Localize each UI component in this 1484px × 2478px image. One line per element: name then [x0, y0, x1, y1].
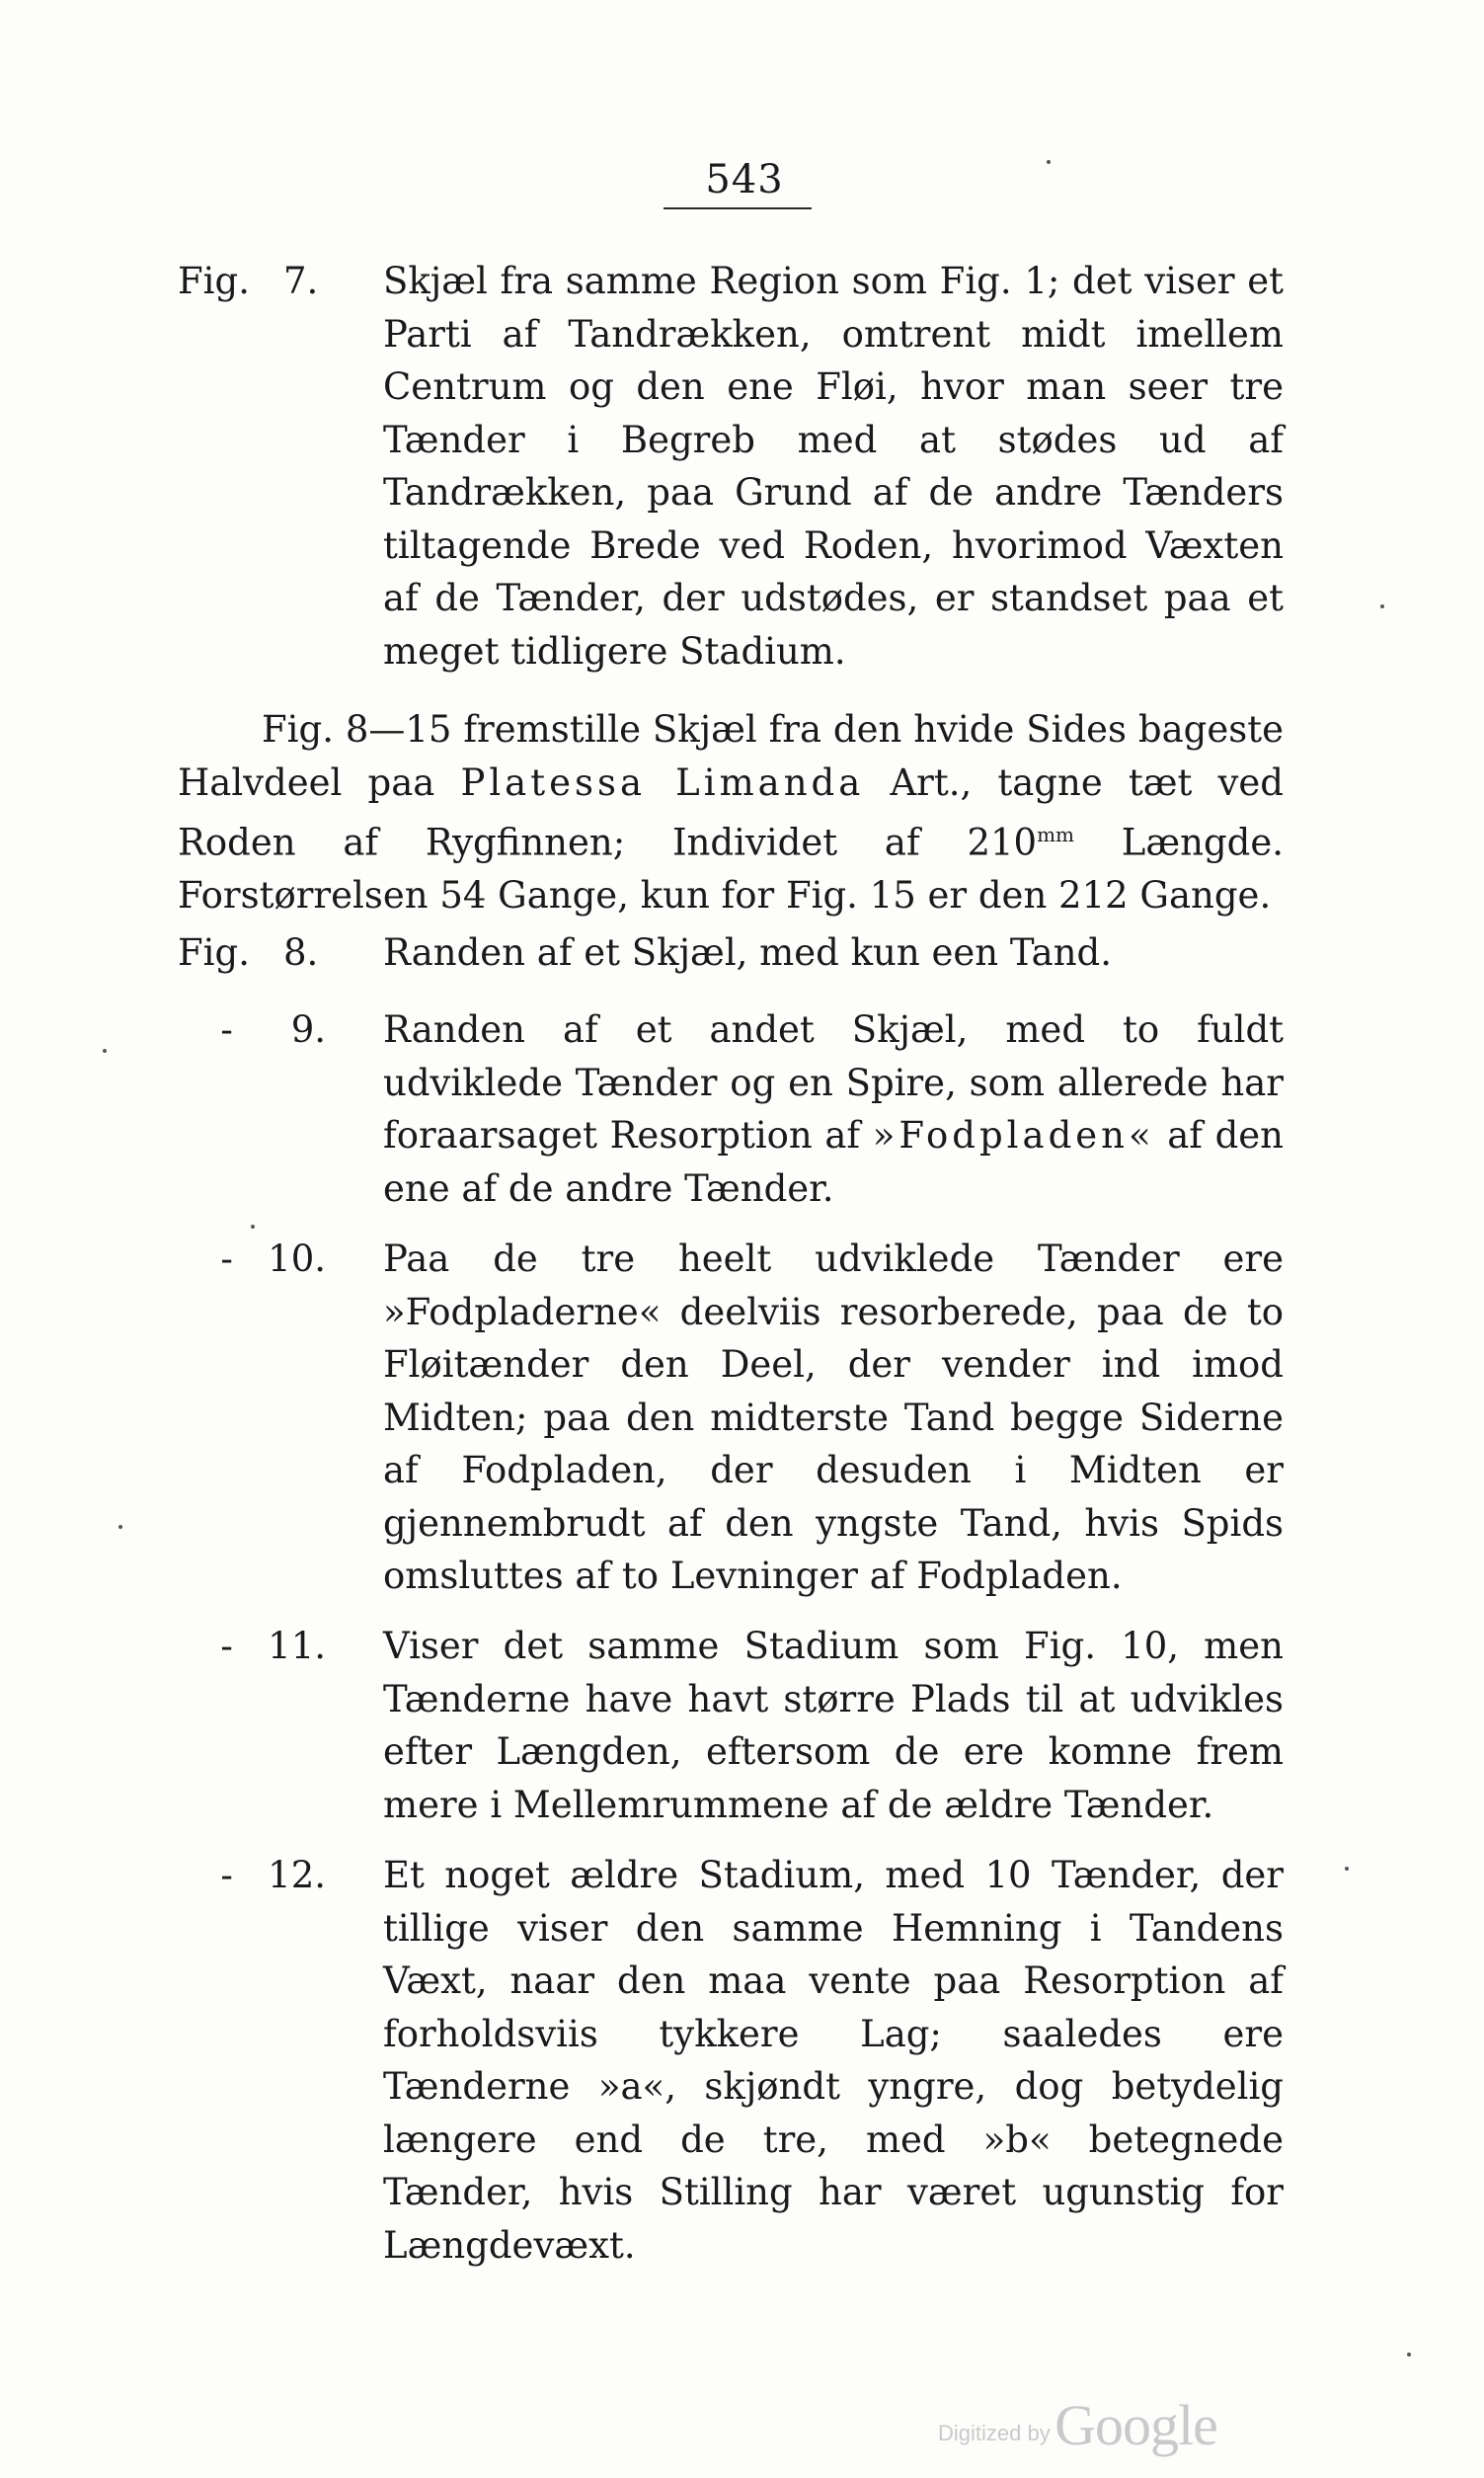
digitized-by-watermark — [938, 2392, 1217, 2458]
ditto-dash: - — [220, 1854, 233, 1896]
figure-description: Paa de tre heelt udviklede Tænder ere »Fodpladerne« deelviis resorberede, paa de to Fløitænder den Deel, der vender ind imod Midten; paa den midterste Tand begge Siderne af Fodpladen, der desuden i Midten er gjennembrudt af den yngste Tand, hvis Spids omsluttes af to Levninger af Fodpladen. — [383, 1238, 1284, 1597]
intro-text-middle: Art., tagne tæt ved Roden af Rygfinnen; Individet af 210 — [178, 760, 1284, 864]
series-intro-paragraph — [178, 703, 1284, 921]
figure-description — [383, 1003, 1284, 1215]
page-number: 543 — [705, 157, 784, 202]
figure-label — [178, 1003, 326, 1057]
figure-label — [178, 1849, 326, 1902]
figure-label — [178, 1233, 326, 1286]
figure-entry-12 — [178, 1849, 1284, 2272]
intro-text-after: Længde. Forstørrelsen 54 Gange, kun for Fig. 15 er den 212 Gange. — [178, 821, 1284, 917]
figure-prefix: Fig. — [178, 260, 250, 302]
figure-entry-9 — [178, 1003, 1284, 1215]
figure-number: 10. — [268, 1238, 326, 1280]
page-number-rule — [664, 207, 812, 209]
figure-number: 8. — [282, 931, 319, 974]
figure-description: Et noget ældre Stadium, med 10 Tænder, der tillige viser den samme Hemning i Tandens Væxt, naar den maa vente paa Resorption af forholdsviis tykkere Lag; saaledes ere Tænderne »a«, skjøndt yngre, dog betydelig længere end de tre, med »b« betegnede Tænder, hvis Stilling har været ugunstig for Længdevæxt. — [383, 1854, 1284, 2267]
scan-speck — [103, 1049, 107, 1053]
figure-entry-11 — [178, 1620, 1284, 1831]
figure-label — [178, 926, 319, 980]
figure-entry-10 — [178, 1233, 1284, 1603]
figure-description: Randen af et Skjæl, med kun een Tand. — [383, 931, 1112, 974]
figure-description: Skjæl fra samme Region som Fig. 1; det viser et Parti af Tandrækken, omtrent midt imellem Centrum og den ene Fløi, hvor man seer tre Tænder i Begreb med at stødes ud af Tandrækken, paa Grund af de andre Tænders tiltagende Brede ved Roden, hvorimod Væxten af de Tænder, der udstødes, er standset paa et meget tidligere Stadium. — [383, 260, 1284, 673]
ditto-dash: - — [220, 1625, 233, 1667]
scan-speck — [1407, 2353, 1411, 2357]
figure-number: 12. — [268, 1854, 326, 1896]
species-name: Platessa Limanda — [460, 760, 865, 804]
watermark-prefix: Digitized by — [938, 2421, 1051, 2445]
figure-entry-8 — [178, 926, 1284, 980]
figure-entry-7 — [178, 255, 1284, 678]
ditto-dash: - — [220, 1238, 233, 1280]
figure-label — [178, 1620, 326, 1673]
figure-text-before: Randen af et andet Skjæl, med to fuldt udviklede Tænder og en Spire, som allerede har foraarsaget Resorption af — [383, 1008, 1284, 1157]
scan-speck — [118, 1525, 122, 1529]
emphasized-term: »Fodpladen« — [872, 1114, 1155, 1157]
figure-description: Viser det samme Stadium som Fig. 10, men Tænderne have havt større Plads til at udvikles efter Længden, eftersom de ere komne frem mere i Mellemrummene af de ældre Tænder. — [383, 1625, 1284, 1826]
google-logo: Google — [1054, 2393, 1217, 2457]
figure-number: 9. — [290, 1008, 326, 1051]
scan-speck — [251, 1225, 255, 1229]
figure-number: 7. — [282, 260, 319, 302]
figure-number: 11. — [268, 1625, 326, 1667]
scan-speck — [1345, 1867, 1349, 1871]
scan-speck — [1380, 604, 1384, 608]
figure-label — [178, 255, 319, 308]
figure-text-after: af den ene af de andre Tænder. — [383, 1114, 1285, 1210]
scan-speck — [1047, 160, 1051, 164]
intro-text-before: Fig. 8—15 fremstille Skjæl fra den hvide Sides bageste Halvdeel paa — [178, 708, 1284, 804]
figure-prefix: Fig. — [178, 931, 250, 974]
unit-superscript: mm — [1037, 823, 1074, 846]
ditto-dash: - — [220, 1008, 233, 1051]
